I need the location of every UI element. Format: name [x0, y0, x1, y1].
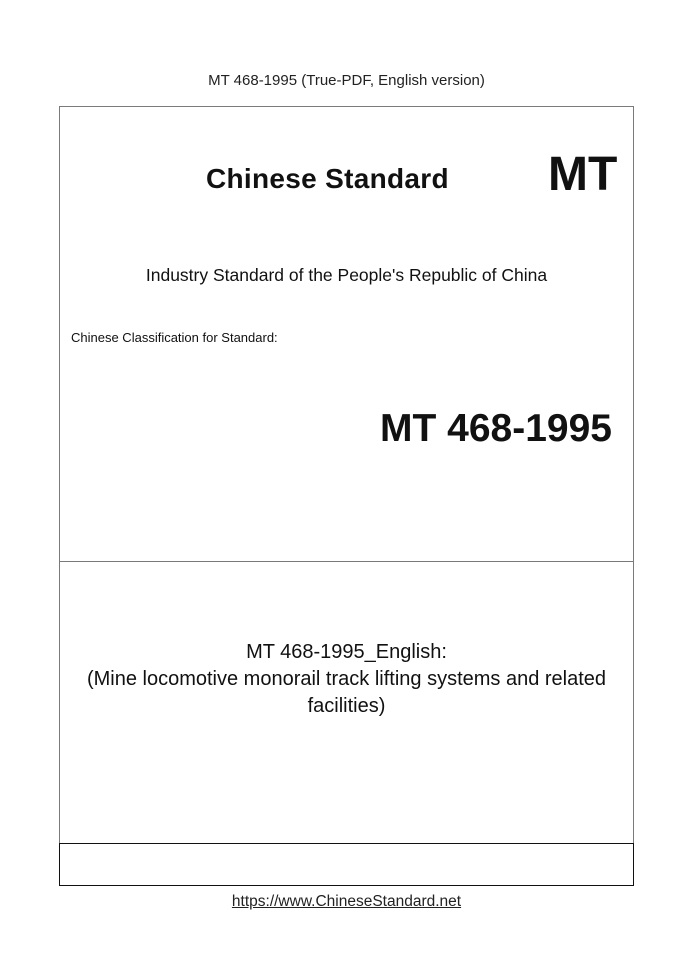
industry-line: Industry Standard of the People's Republic of China	[145, 265, 548, 285]
document-title-line-3: facilities)	[307, 695, 386, 717]
cover-title: Chinese Standard	[206, 163, 449, 194]
document-title-line-2: (Mine locomotive monorail track lifting systems and related	[86, 668, 607, 690]
website-link[interactable]: https://www.ChineseStandard.net	[231, 893, 462, 910]
document-title	[60, 639, 633, 720]
cover-bottom-box	[59, 843, 634, 886]
page-header: MT 468-1995 (True-PDF, English version)	[208, 72, 485, 89]
standard-code: MT	[548, 148, 618, 201]
cover-top-panel	[60, 107, 633, 562]
classification-label: Chinese Classification for Standard:	[71, 330, 278, 345]
footer	[0, 893, 693, 911]
document-title-line-1: MT 468-1995_English:	[246, 641, 447, 663]
cover-frame	[59, 106, 634, 886]
cover-title-panel	[60, 562, 633, 844]
standard-number: MT 468-1995	[380, 407, 612, 450]
